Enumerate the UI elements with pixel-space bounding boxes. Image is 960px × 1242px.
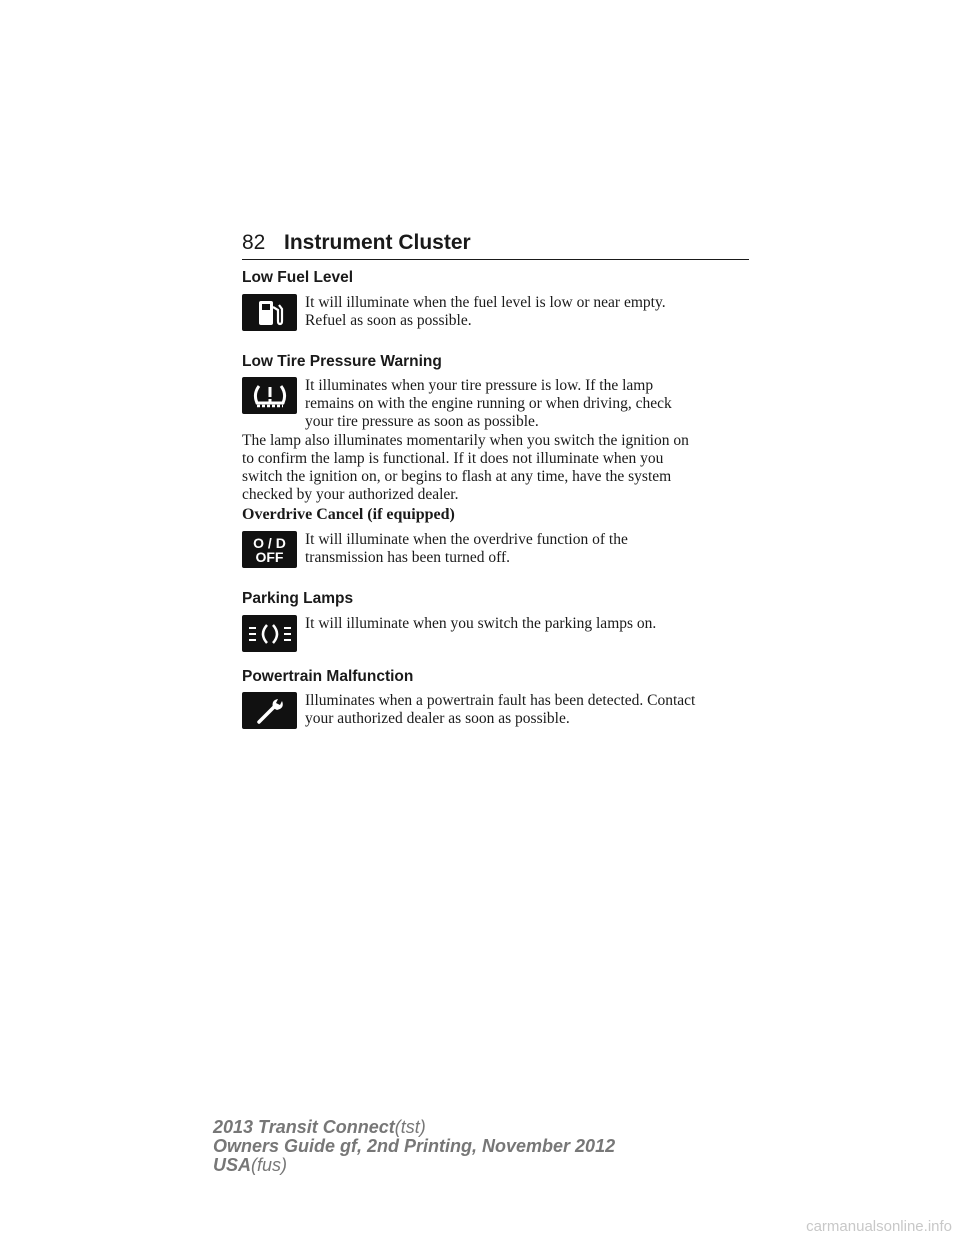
tire-pressure-description: It illuminates when your tire pressure is low. If the lamp remains on with the engine running or when driving, check your tire pressure as soon as possible. [305, 377, 672, 430]
header-rule [242, 259, 749, 260]
tire-pressure-paragraph: The lamp also illuminates momentarily when you switch the ignition on to confirm the lamp is functional. If it does not illuminate when you switch the ignition on, or begins to flash at any time, have the system checked by your authorized dealer. [242, 432, 689, 503]
heading-parking-lamps: Parking Lamps [242, 590, 354, 607]
footer-market-code: (fus) [251, 1155, 288, 1175]
footer-market: USA [213, 1155, 252, 1175]
heading-overdrive-cancel: Overdrive Cancel (if equipped) [242, 506, 455, 523]
heading-low-fuel-level: Low Fuel Level [242, 269, 354, 286]
page-header [242, 231, 749, 261]
overdrive-off-icon: O / D OFF [242, 531, 297, 568]
section-title: Instrument Cluster [284, 231, 471, 254]
document-footer [213, 1118, 615, 1175]
footer-model: 2013 Transit Connect [213, 1117, 395, 1137]
tire-pressure-icon [242, 377, 297, 414]
parking-lamps-icon [242, 615, 297, 652]
overdrive-description: It will illuminate when the overdrive function of the transmission has been turned off. [305, 531, 628, 566]
watermark: carmanualsonline.info [806, 1218, 952, 1235]
footer-model-code: (tst) [394, 1117, 426, 1137]
footer-guide: Owners Guide gf, 2nd Printing, November 2012 [213, 1136, 616, 1156]
parking-lamps-description: It will illuminate when you switch the parking lamps on. [305, 615, 657, 632]
fuel-pump-icon [242, 294, 297, 331]
heading-powertrain-malfunction: Powertrain Malfunction [242, 668, 414, 685]
wrench-icon [242, 692, 297, 729]
low-fuel-description: It will illuminate when the fuel level is low or near empty. Refuel as soon as possible. [305, 294, 666, 329]
heading-low-tire-pressure: Low Tire Pressure Warning [242, 353, 442, 370]
page-number: 82 [242, 231, 266, 254]
powertrain-description: Illuminates when a powertrain fault has been detected. Contact your authorized dealer as soon as possible. [305, 692, 696, 727]
